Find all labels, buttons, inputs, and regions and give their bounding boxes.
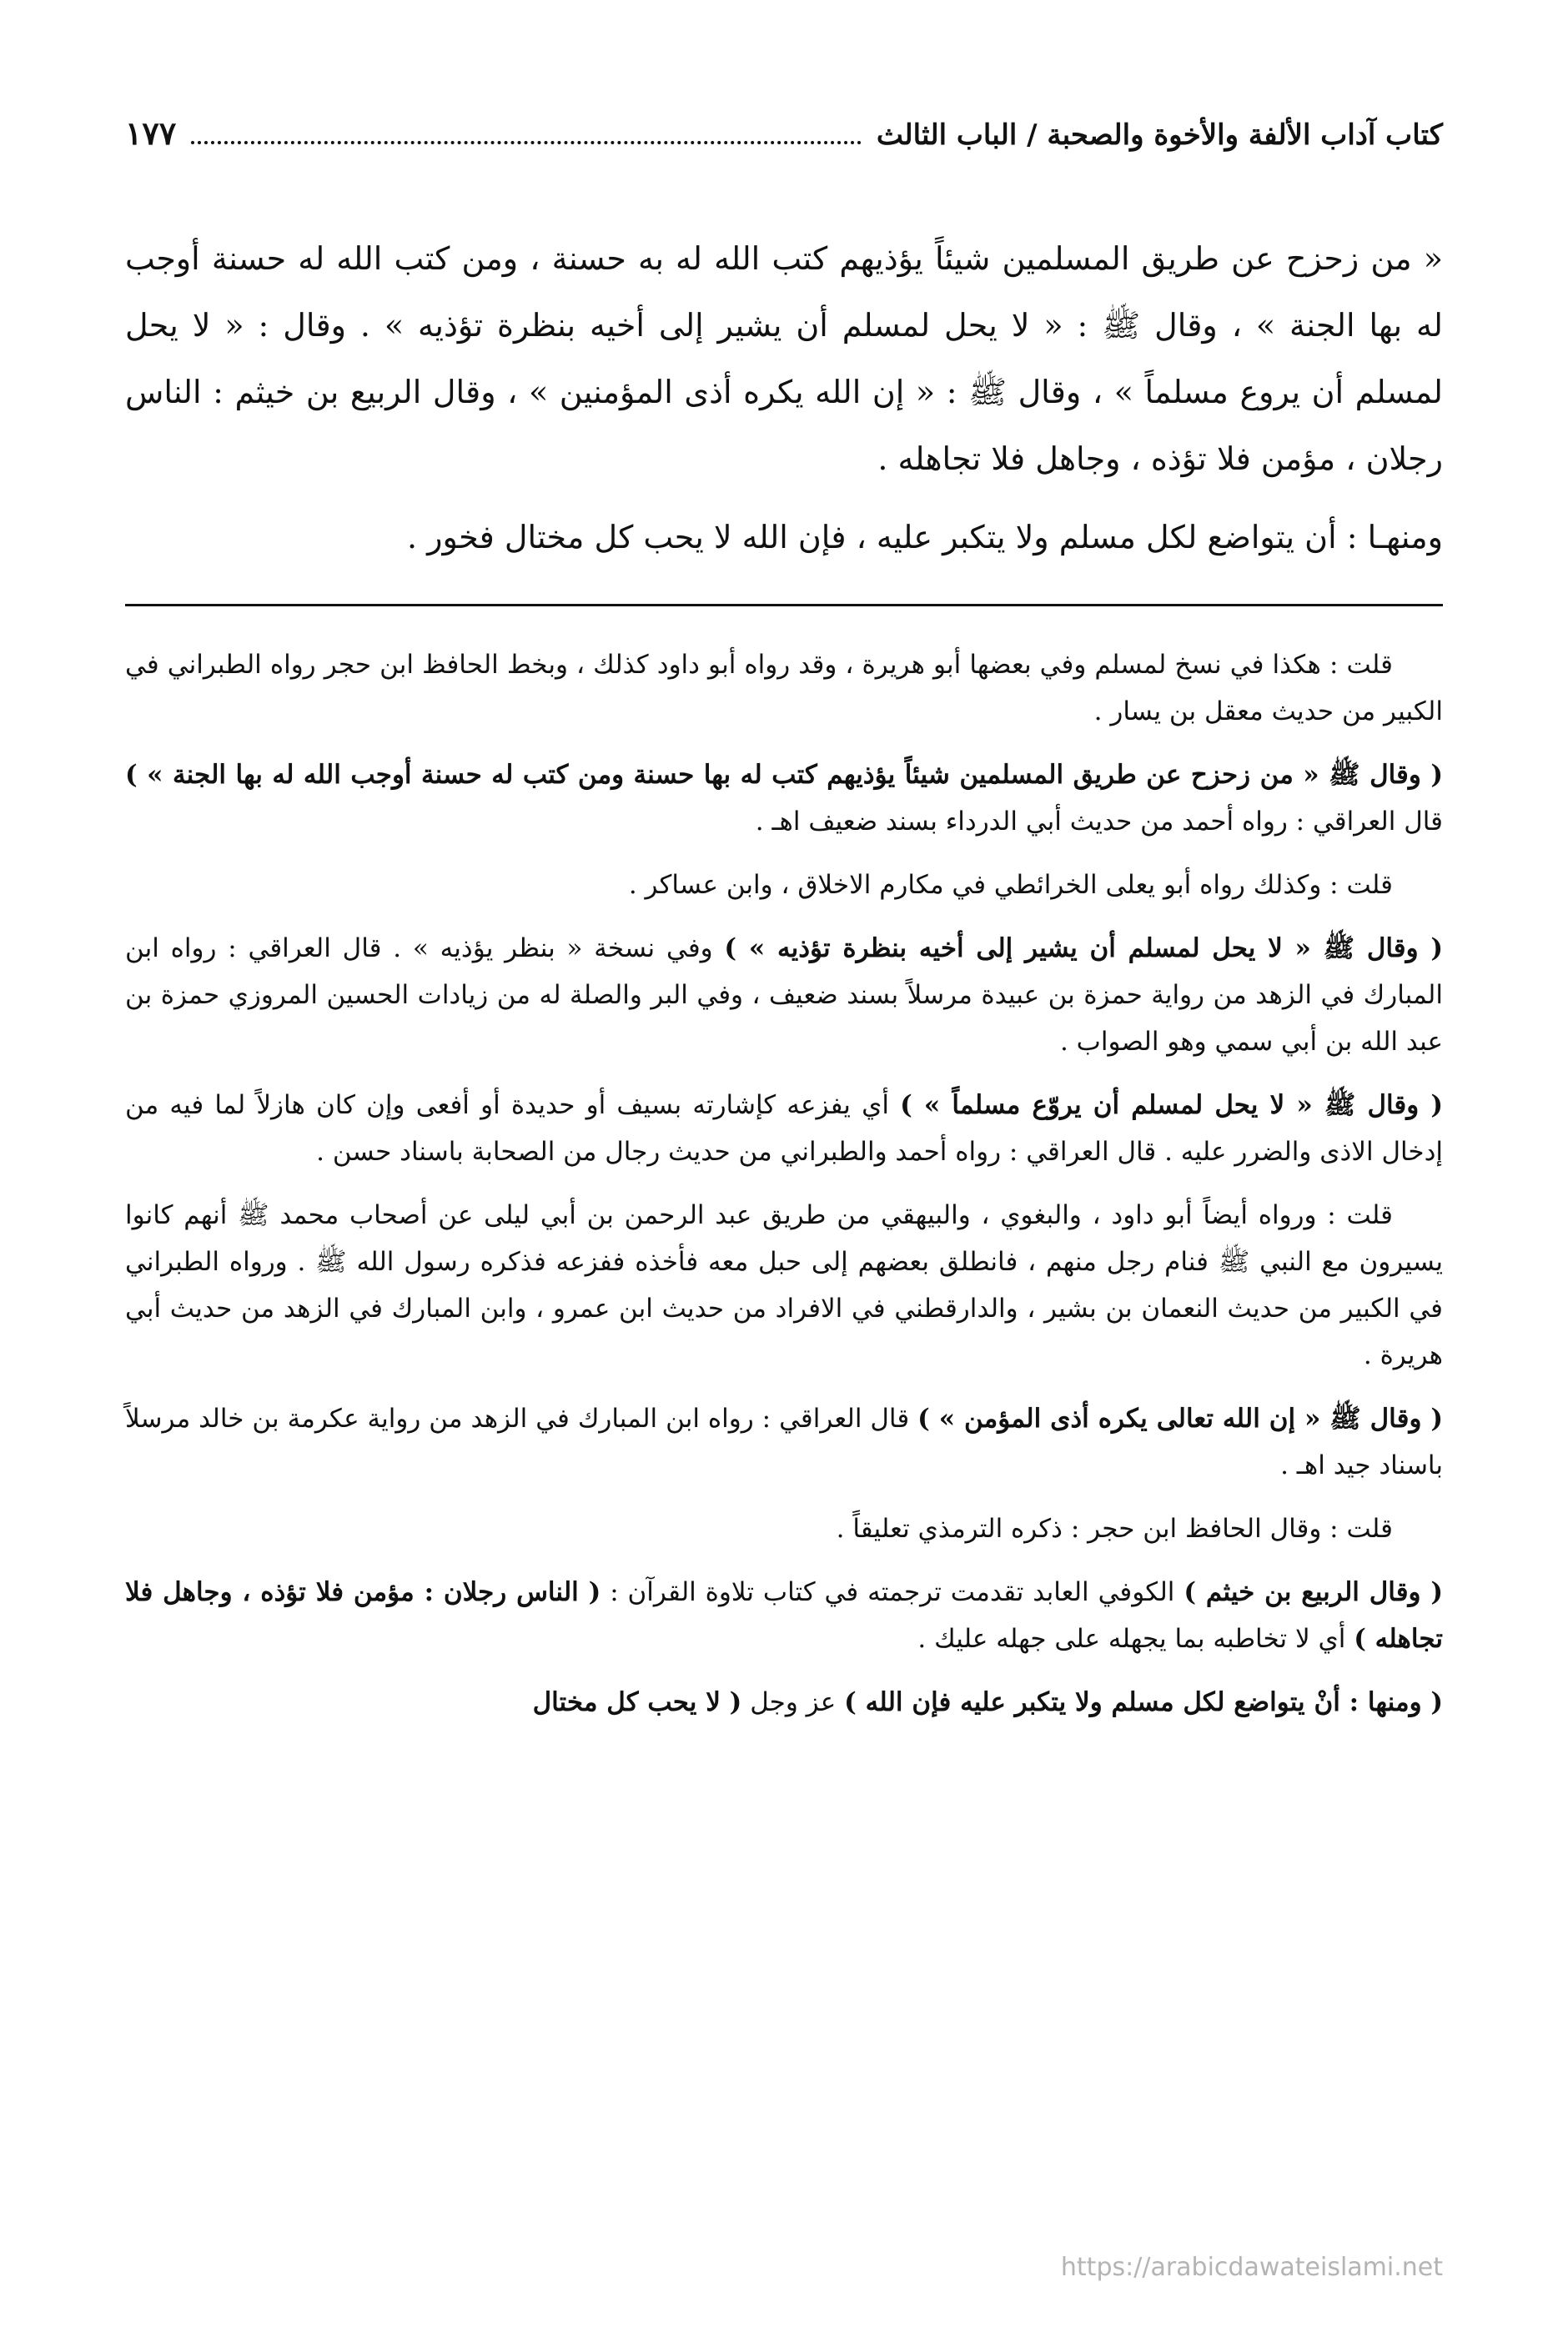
section-divider: [125, 604, 1443, 606]
commentary-text: قال العراقي : رواه أحمد من حديث أبي الدرداء بسند ضعيف اهـ .: [755, 807, 1443, 837]
page-number: ١٧٧: [125, 114, 177, 152]
commentary-paragraph: [125, 1082, 1443, 1175]
commentary-text: أي يفزعه كإشارته بسيف أو حديدة أو أفعى وإن كان هازلاً لما فيه من إدخال الاذى والضرر عليه . قال العراقي : رواه أحمد والطبراني من حديث رجال من الصحابة باسناد حسن .: [125, 1090, 1443, 1167]
quoted-hadith: ( ومنها : أنْ يتواضع لكل مسلم ولا يتكبر عليه فإن الله ): [844, 1687, 1443, 1717]
commentary-text: وفي نسخة « بنظر يؤذيه » . قال العراقي : رواه ابن المبارك في الزهد من رواية حمزة بن عبيدة مرسلاً بسند ضعيف ، وفي البر والصلة له من زيادات الحسين المروزي حمزة بن عبد الله بن أبي سمي وهو الصواب .: [125, 933, 1443, 1057]
dotted-leader: [191, 116, 862, 144]
quoted-hadith: ( وقال ﷺ « لا يحل لمسلم أن يشير إلى أخيه بنظرة تؤذيه » ): [724, 933, 1443, 963]
commentary-paragraph: قلت : وقال الحافظ ابن حجر : ذكره الترمذي تعليقاً .: [836, 1514, 1393, 1544]
quoted-hadith: ( وقال ﷺ « لا يحل لمسلم أن يروّع مسلماً » ): [900, 1090, 1443, 1120]
commentary-paragraph: [125, 1395, 1443, 1489]
running-header: [125, 108, 1443, 158]
commentary-paragraph: [125, 751, 1443, 845]
main-paragraph: « من زحزح عن طريق المسلمين شيئاً يؤذيهم كتب الله له به حسنة ، ومن كتب الله له حسنة أوجب له بها الجنة » ، وقال ﷺ : « لا يحل لمسلم أن يشير إلى أخيه بنظرة تؤذيه » . وقال : « لا يحل لمسلم أن يروع مسلماً » ، وقال ﷺ : « إن الله يكره أذى المؤمنين » ، وقال الربيع بن خيثم : الناس رجلان ، مؤمن فلا تؤذه ، وجاهل فلا تجاهله .: [125, 240, 1443, 477]
commentary: [125, 641, 1443, 1726]
quoted-hadith: ( وقال ﷺ « من زحزح عن طريق المسلمين شيئاً يؤذيهم كتب له بها حسنة ومن كتب له حسنة أوجب الله له بها الجنة » ): [125, 760, 1443, 790]
commentary-text: أي لا تخاطبه بما يجهله على جهله عليك .: [917, 1624, 1354, 1654]
quoted-hadith: ( وقال الربيع بن خيثم ): [1184, 1577, 1443, 1607]
commentary-paragraph: قلت : وكذلك رواه أبو يعلى الخرائطي في مكارم الاخلاق ، وابن عساكر .: [628, 870, 1393, 900]
commentary-paragraph: [125, 1569, 1443, 1662]
commentary-paragraph: [125, 925, 1443, 1065]
quoted-hadith: ( وقال ﷺ « إن الله تعالى يكره أذى المؤمن » ): [917, 1404, 1443, 1434]
commentary-text: قال العراقي : رواه ابن المبارك في الزهد من رواية عكرمة بن خالد مرسلاً باسناد جيد اهـ .: [125, 1404, 1443, 1480]
commentary-paragraph: [125, 1679, 1443, 1726]
book-page: [125, 108, 1443, 2294]
main-text: [125, 225, 1443, 570]
commentary-paragraph: قلت : ورواه أيضاً أبو داود ، والبغوي ، والبيهقي من طريق عبد الرحمن بن أبي ليلى عن أصحاب محمد ﷺ أنهم كانوا يسيرون مع النبي ﷺ فنام رجل منهم ، فانطلق بعضهم إلى حبل معه فأخذه ففزعه فذكره رسول الله ﷺ . ورواه الطبراني في الكبير من حديث النعمان بن بشير ، والدارقطني في الافراد من حديث ابن عمرو ، وابن المبارك في الزهد من حديث أبي هريرة .: [125, 1200, 1443, 1370]
quoted-hadith: ( الناس رجلان : مؤمن فلا تؤذه ، وجاهل فلا تجاهله ): [125, 1577, 1443, 1654]
main-paragraph: ومنهـا : أن يتواضع لكل مسلم ولا يتكبر عليه ، فإن الله لا يحب كل مختال فخور .: [406, 519, 1443, 555]
commentary-text: عز وجل: [741, 1687, 845, 1717]
commentary-paragraph: قلت : هكذا في نسخ لمسلم وفي بعضها أبو هريرة ، وقد رواه أبو داود كذلك ، وبخط الحافظ ابن حجر رواه الطبراني في الكبير من حديث معقل بن يسار .: [125, 650, 1443, 726]
commentary-text: الكوفي العابد تقدمت ترجمته في كتاب تلاوة القرآن :: [601, 1577, 1184, 1607]
quoted-hadith: ( لا يحب كل مختال: [532, 1687, 742, 1717]
source-watermark: https://arabicdawateislami.net: [1060, 2253, 1443, 2282]
chapter-title: كتاب آداب الألفة والأخوة والصحبة / الباب الثالث: [876, 118, 1443, 152]
